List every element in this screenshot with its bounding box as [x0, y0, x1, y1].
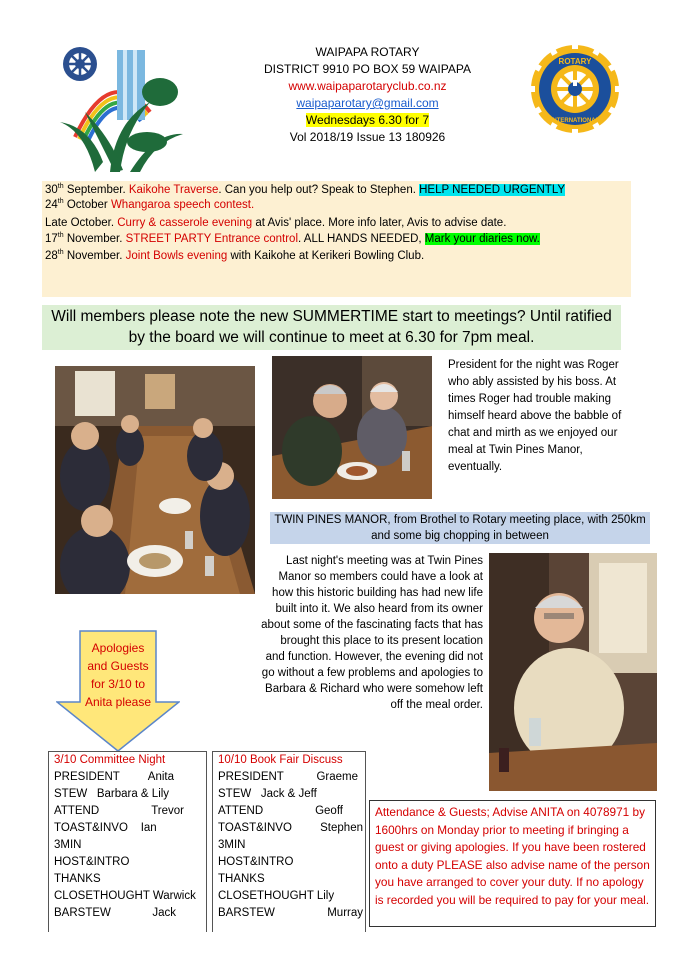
roster-row: PRESIDENT Graeme — [218, 771, 358, 783]
meeting-time: Wednesdays 6.30 for 7 — [305, 113, 430, 127]
roster-row: TOAST&INVO Ian — [54, 822, 157, 834]
logo-text-international: INTERNATIONAL — [550, 118, 600, 124]
photo-president-roger — [272, 356, 432, 499]
meeting-paragraph: Last night's meeting was at Twin Pines Manor so members could have a look at how this historic building has had new life built into it. We also heard from its owner about some of the fascinating facts that has brought this place to its present location and function. However, the evening did not go without a few problems and apologies to Barbara & Richard who were somehow left off the meal order. — [261, 555, 483, 711]
photo-dinner-table — [55, 366, 255, 594]
roster-row: TOAST&INVO Stephen — [218, 822, 363, 834]
club-name: WAIPAPA ROTARY — [315, 45, 420, 59]
logo-text-rotary: ROTARY — [558, 57, 592, 66]
issue-number: Vol 2018/19 Issue 13 180926 — [289, 130, 446, 144]
attendance-note: Attendance & Guests; Advise ANITA on 4078971 by 1600hrs on Monday prior to meeting if bringing a guest or giving apologies. If you have been rostered onto a duty PLEASE also advise name of the person you have arranged to cover your duty. If no apology is recorded you will be required to pay for your meal. — [369, 800, 656, 927]
roster-row: STEW Jack & Jeff — [218, 788, 317, 800]
roster-row: CLOSETHOUGHT Lily — [218, 890, 335, 902]
roster-row: CLOSETHOUGHT Warwick — [54, 890, 196, 902]
twin-pines-caption: TWIN PINES MANOR, from Brothel to Rotary meeting place, with 250km and some big chopping in between — [270, 512, 650, 544]
summertime-notice: Will members please note the new SUMMERTIME start to meetings? Until ratified by the board we will continue to meet at 6.30 for 7pm meal. — [42, 305, 621, 350]
roster-row: HOST&INTRO — [218, 856, 294, 868]
rotary-international-logo — [530, 44, 620, 134]
help-needed-tag: HELP NEEDED URGENTLY — [419, 184, 566, 196]
roster-row: BARSTEW Jack — [54, 907, 176, 919]
duty-roster-2 — [212, 751, 366, 932]
roster-row: ATTEND Geoff — [218, 805, 343, 817]
roster-title: 3/10 Committee Night — [54, 754, 166, 766]
roster-title: 10/10 Book Fair Discuss — [218, 754, 343, 766]
roster-row: PRESIDENT Anita — [54, 771, 174, 783]
club-logo — [55, 42, 185, 172]
mark-diaries-tag: Mark your diaries now. — [424, 233, 540, 245]
event-row: Late October. Curry & casserole evening at Avis' place. More info later, Avis to advise date. — [45, 217, 507, 229]
event-row: 30th September. Kaikohe Traverse. Can you help out? Speak to Stephen. HELP NEEDED URGENTLY — [45, 183, 566, 196]
roster-row: BARSTEW Murray — [218, 907, 363, 919]
apologies-text: Apologies and Guests for 3/10 to Anita please — [84, 641, 152, 709]
roster-row: THANKS — [218, 873, 265, 885]
president-paragraph: President for the night was Roger who ably assisted by his boss. At times Roger had trouble making himself heard above the babble of chat and mirth as we enjoyed our meal at Twin Pines Manor, eventually. — [448, 359, 622, 473]
club-email[interactable]: waipaparotary@gmail.com — [296, 96, 439, 110]
photo-guest-speaker — [489, 553, 657, 791]
roster-row: 3MIN — [218, 839, 246, 851]
roster-row: STEW Barbara & Lily — [54, 788, 170, 800]
roster-row: 3MIN — [54, 839, 82, 851]
club-website[interactable]: www.waipaparotaryclub.co.nz — [288, 79, 447, 93]
duty-roster-1 — [48, 751, 207, 932]
roster-row: ATTEND Trevor — [54, 805, 184, 817]
event-row: 24th October Whangaroa speech contest. — [45, 198, 255, 211]
roster-row: THANKS — [54, 873, 101, 885]
club-address: DISTRICT 9910 PO BOX 59 WAIPAPA — [264, 62, 471, 76]
event-row: 17th November. STREET PARTY Entrance control. ALL HANDS NEEDED, Mark your diaries now. — [45, 232, 540, 245]
roster-row: HOST&INTRO — [54, 856, 130, 868]
event-row: 28th November. Joint Bowls evening with Kaikohe at Kerikeri Bowling Club. — [45, 249, 425, 262]
